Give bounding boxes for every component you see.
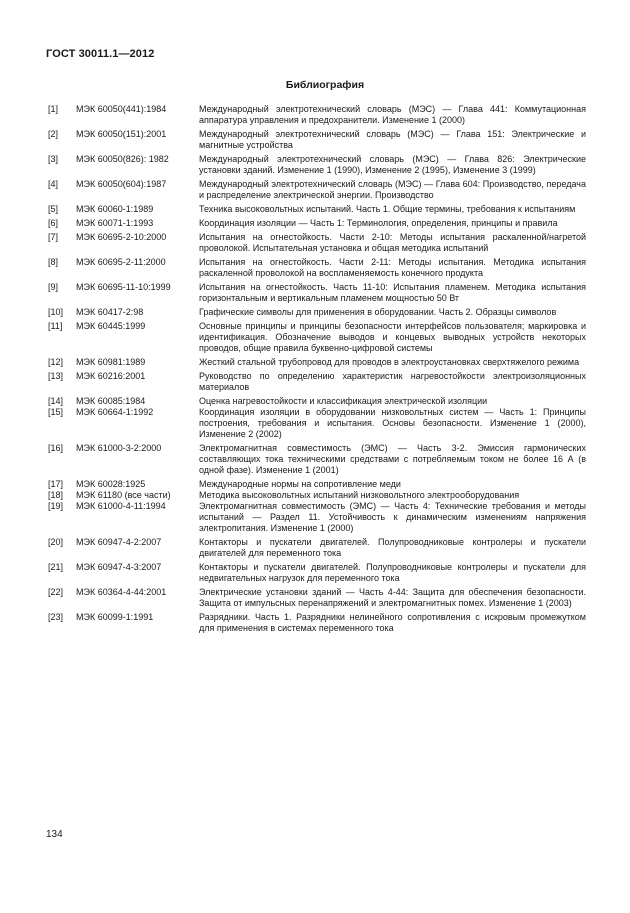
entry-number: [3] xyxy=(48,154,59,164)
document-header: ГОСТ 30011.1—2012 xyxy=(46,48,155,60)
entry-standard: МЭК 60364-4-44:2001 xyxy=(76,587,167,597)
bibliography-entry xyxy=(44,257,586,279)
entry-standard: МЭК 60050(441):1984 xyxy=(76,104,167,114)
entry-number: [8] xyxy=(48,257,59,267)
entry-standard: МЭК 60981:1989 xyxy=(76,357,146,367)
entry-standard: МЭК 61180 (все части) xyxy=(76,490,171,500)
entry-title: Испытания на огнестойкость. Части 2-10: Методы испытания раскаленной/нагретой проволокой. Испытательная установка и общая методика испытаний xyxy=(199,232,586,253)
bibliography-entry xyxy=(44,104,586,126)
entry-title: Контакторы и пускатели двигателей. Полупроводниковые контролеры и пускатели для недвигательных нагрузок для переменного тока xyxy=(199,562,586,583)
entry-standard: МЭК 60085:1984 xyxy=(76,396,146,406)
bibliography-entry xyxy=(44,232,586,254)
entry-standard: МЭК 60695-2-10:2000 xyxy=(76,232,167,242)
entry-standard: МЭК 60099-1:1991 xyxy=(76,612,154,622)
entry-number: [13] xyxy=(48,371,64,381)
bibliography-entry xyxy=(44,479,586,490)
entry-number: [11] xyxy=(48,321,63,331)
entry-standard: МЭК 60028:1925 xyxy=(76,479,146,489)
entry-standard: МЭК 60695-11-10:1999 xyxy=(76,282,171,292)
entry-number: [9] xyxy=(48,282,59,292)
bibliography-entry xyxy=(44,587,586,609)
entry-number: [18] xyxy=(48,490,64,500)
entry-title: Испытания на огнестойкость. Части 2-11: Методы испытания. Методика испытания раскаленной проволокой на воспламеняемость конечного продукта xyxy=(199,257,586,278)
entry-title: Оценка нагревостойкости и классификация электрической изоляции xyxy=(199,396,488,406)
entry-title: Координация изоляции — Часть 1: Терминология, определения, принципы и правила xyxy=(199,218,558,228)
entry-standard: МЭК 60071-1:1993 xyxy=(76,218,154,228)
entry-title: Электромагнитная совместимость (ЭМС) — Часть 4: Технические требования и методы испытаний — Раздел 11. Устойчивость к динамическим изменениям напряжения электропитания. Изменение 1 (2000) xyxy=(199,501,586,533)
entry-standard: МЭК 60417-2:98 xyxy=(76,307,144,317)
entry-title: Основные принципы и принципы безопасности интерфейсов пользователя; маркировка и идентификация. Обозначение выводов и концевых выводных устройств некоторых проводов, общие правила буквенно-цифровой системы xyxy=(199,321,586,353)
entry-title: Жесткий стальной трубопровод для проводов в электроустановках сверхтяжелого режима xyxy=(199,357,580,367)
bibliography-entry xyxy=(44,307,586,318)
bibliography-entry xyxy=(44,371,586,393)
entry-number: [4] xyxy=(48,179,59,189)
bibliography-entry xyxy=(44,179,586,201)
bibliography-entry xyxy=(44,282,586,304)
bibliography-entry xyxy=(44,396,586,407)
entry-title: Электромагнитная совместимость (ЭМС) — Часть 3-2. Эмиссия гармонических составляющих тока техническими средствами с потребляемым током не более 16 А (в одной фазе). Изменение 1 (2001) xyxy=(199,443,586,475)
bibliography-title: Библиография xyxy=(285,79,365,91)
entry-standard: МЭК 60947-4-3:2007 xyxy=(76,562,162,572)
page-number: 134 xyxy=(46,829,63,840)
bibliography-entry xyxy=(44,562,586,584)
entry-number: [2] xyxy=(48,129,59,139)
entry-title: Электрические установки зданий — Часть 4-44: Защита для обеспечения безопасности. Защита от импульсных перенапряжений и электромагнитных помех. Изменение 1 (2003) xyxy=(199,587,586,608)
entry-number: [12] xyxy=(48,357,64,367)
entry-number: [21] xyxy=(48,562,64,572)
entry-standard: МЭК 60445:1999 xyxy=(76,321,146,331)
bibliography-entry xyxy=(44,612,586,634)
bibliography-entry xyxy=(44,490,586,501)
bibliography-entry xyxy=(44,537,586,559)
entry-standard: МЭК 61000-3-2:2000 xyxy=(76,443,162,453)
entry-title: Разрядники. Часть 1. Разрядники нелинейного сопротивления с искровым промежутком для применения в системах переменного тока xyxy=(199,612,586,633)
entry-standard: МЭК 60050(604):1987 xyxy=(76,179,167,189)
entry-title: Испытания на огнестойкость. Часть 11-10: Испытания пламенем. Методика испытания горизонтальным и вертикальным пламенем мощностью 50 Вт xyxy=(199,282,586,303)
entry-number: [14] xyxy=(48,396,64,406)
bibliography-entry xyxy=(44,218,586,229)
entry-number: [6] xyxy=(48,218,59,228)
entry-number: [22] xyxy=(48,587,64,597)
entry-standard: МЭК 60664-1:1992 xyxy=(76,407,154,417)
bibliography-entry xyxy=(44,129,586,151)
bibliography-entry xyxy=(44,204,586,215)
entry-title: Техника высоковольтных испытаний. Часть 1. Общие термины, требования к испытаниям xyxy=(199,204,576,214)
entry-number: [23] xyxy=(48,612,64,622)
bibliography-entry xyxy=(44,501,586,534)
entry-standard: МЭК 61000-4-11:1994 xyxy=(76,501,166,511)
entry-title: Международный электротехнический словарь (МЭС) — Глава 604: Производство, передача и распределение электрической энергии. Производство xyxy=(199,179,586,200)
entry-number: [1] xyxy=(48,104,59,114)
bibliography-list xyxy=(44,104,586,634)
entry-title: Международные нормы на сопротивление меди xyxy=(199,479,401,489)
entry-number: [19] xyxy=(48,501,64,511)
entry-number: [15] xyxy=(48,407,64,417)
bibliography-entry xyxy=(44,357,586,368)
bibliography-entry xyxy=(44,443,586,476)
entry-title: Методика высоковольтных испытаний низковольтного электрооборудования xyxy=(199,490,520,500)
entry-title: Международный электротехнический словарь (МЭС) — Глава 826: Электрические установки зданий. Изменение 1 (1990), Изменение 2 (1995), Изменение 3 (1999) xyxy=(199,154,586,175)
bibliography-entry xyxy=(44,154,586,176)
entry-title: Графические символы для применения в оборудовании. Часть 2. Образцы символов xyxy=(199,307,557,317)
entry-number: [7] xyxy=(48,232,59,242)
entry-title: Международный электротехнический словарь (МЭС) — Глава 441: Коммутационная аппаратура управления и предохранители. Изменение 1 (2000) xyxy=(199,104,586,125)
entry-standard: МЭК 60060-1:1989 xyxy=(76,204,154,214)
entry-number: [17] xyxy=(48,479,64,489)
entry-title: Контакторы и пускатели двигателей. Полупроводниковые контролеры и пускатели двигателей для переменного тока xyxy=(199,537,586,558)
entry-number: [5] xyxy=(48,204,59,214)
entry-title: Координация изоляции в оборудовании низковольтных систем — Часть 1: Принципы построения, требования и испытания. Основы безопасности. Изменение 1 (2000), Изменение 2 (2002) xyxy=(199,407,586,439)
entry-number: [20] xyxy=(48,537,64,547)
bibliography-entry xyxy=(44,321,586,354)
entry-number: [10] xyxy=(48,307,64,317)
entry-standard: МЭК 60216:2001 xyxy=(76,371,146,381)
entry-standard: МЭК 60050(826): 1982 xyxy=(76,154,169,164)
entry-standard: МЭК 60695-2-11:2000 xyxy=(76,257,166,267)
entry-title: Международный электротехнический словарь (МЭС) — Глава 151: Электрические и магнитные устройства xyxy=(199,129,586,150)
entry-standard: МЭК 60050(151):2001 xyxy=(76,129,167,139)
entry-title: Руководство по определению характеристик нагревостойкости электроизоляционных материалов xyxy=(199,371,586,392)
entry-standard: МЭК 60947-4-2:2007 xyxy=(76,537,162,547)
bibliography-entry xyxy=(44,407,586,440)
entry-number: [16] xyxy=(48,443,64,453)
